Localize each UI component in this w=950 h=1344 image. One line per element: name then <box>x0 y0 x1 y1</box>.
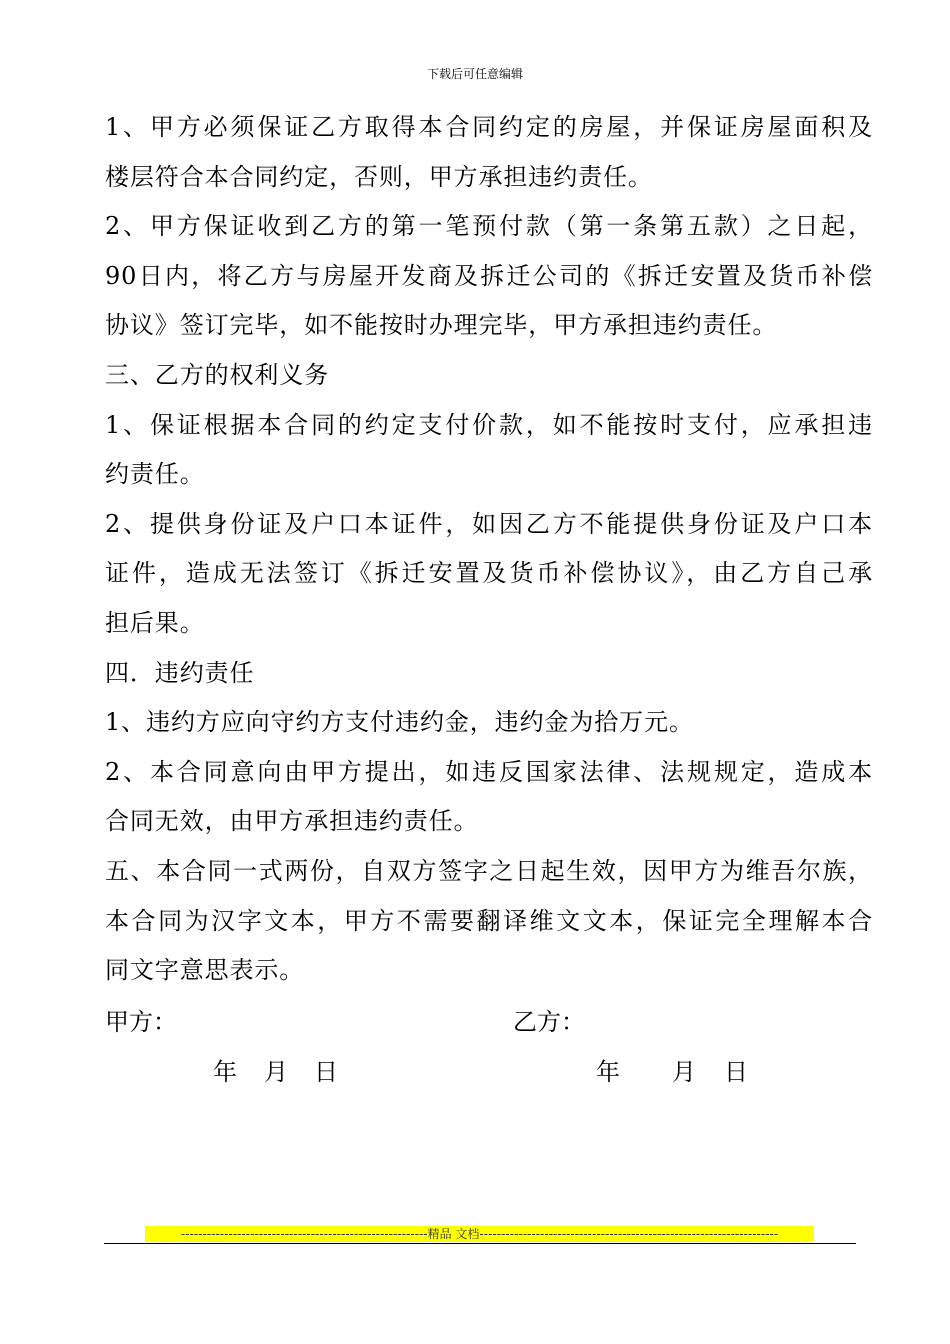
party-b-day: 日 <box>724 1058 748 1086</box>
body-line: 约责任。 <box>105 460 205 489</box>
header-note: 下载后可任意编辑 <box>426 67 523 81</box>
body-line: 楼层符合本合同约定，否则，甲方承担违约责任。 <box>105 162 653 191</box>
body-line: 协议》签订完毕，如不能按时办理完毕，甲方承担违约责任。 <box>105 311 778 340</box>
party-a-day: 日 <box>314 1058 338 1086</box>
body-line: 1、甲方必须保证乙方取得本合同约定的房屋，并保证房屋面积及 <box>105 113 873 141</box>
body-line: 90日内，将乙方与房屋开发商及拆迁公司的《拆迁安置及货币补偿 <box>105 261 873 290</box>
body-line: 2、提供身份证及户口本证件，如因乙方不能提供身份证及户口本 <box>105 509 873 538</box>
party-a-month: 月 <box>264 1058 288 1086</box>
document-body <box>105 103 873 996</box>
party-b-month: 月 <box>672 1058 696 1086</box>
footer-banner: ---------------------------------------------------------精品 文档--------------------------------------------------------------------- <box>145 1226 814 1242</box>
body-line: 1、保证根据本合同的约定支付价款，如不能按时支付，应承担违 <box>105 410 873 439</box>
party-b-year: 年 <box>596 1058 620 1086</box>
body-line: 1、违约方应向守约方支付违约金，违约金为拾万元。 <box>105 708 694 737</box>
party-a-label: 甲方： <box>105 1008 177 1036</box>
body-line: 本合同为汉字文本，甲方不需要翻译维文文本，保证完全理解本合 <box>105 906 873 935</box>
party-b-label: 乙方： <box>513 1008 585 1036</box>
body-line: 2、甲方保证收到乙方的第一笔预付款（第一条第五款）之日起， <box>105 212 873 241</box>
body-line: 证件，造成无法签订《拆迁安置及货币补偿协议》，由乙方自己承 <box>105 559 873 588</box>
body-line: 担后果。 <box>105 608 205 637</box>
party-a-year: 年 <box>213 1058 237 1086</box>
section-heading: 三、乙方的权利义务 <box>105 360 330 389</box>
body-line: 2、本合同意向由甲方提出，如违反国家法律、法规规定，造成本 <box>105 757 873 786</box>
body-line: 五、本合同一式两份，自双方签字之日起生效，因甲方为维吾尔族， <box>105 856 873 885</box>
body-line: 同文字意思表示。 <box>105 956 305 985</box>
footer-divider <box>104 1243 856 1244</box>
section-heading: 四．违约责任 <box>105 658 255 687</box>
body-line: 合同无效，由甲方承担违约责任。 <box>105 807 479 836</box>
